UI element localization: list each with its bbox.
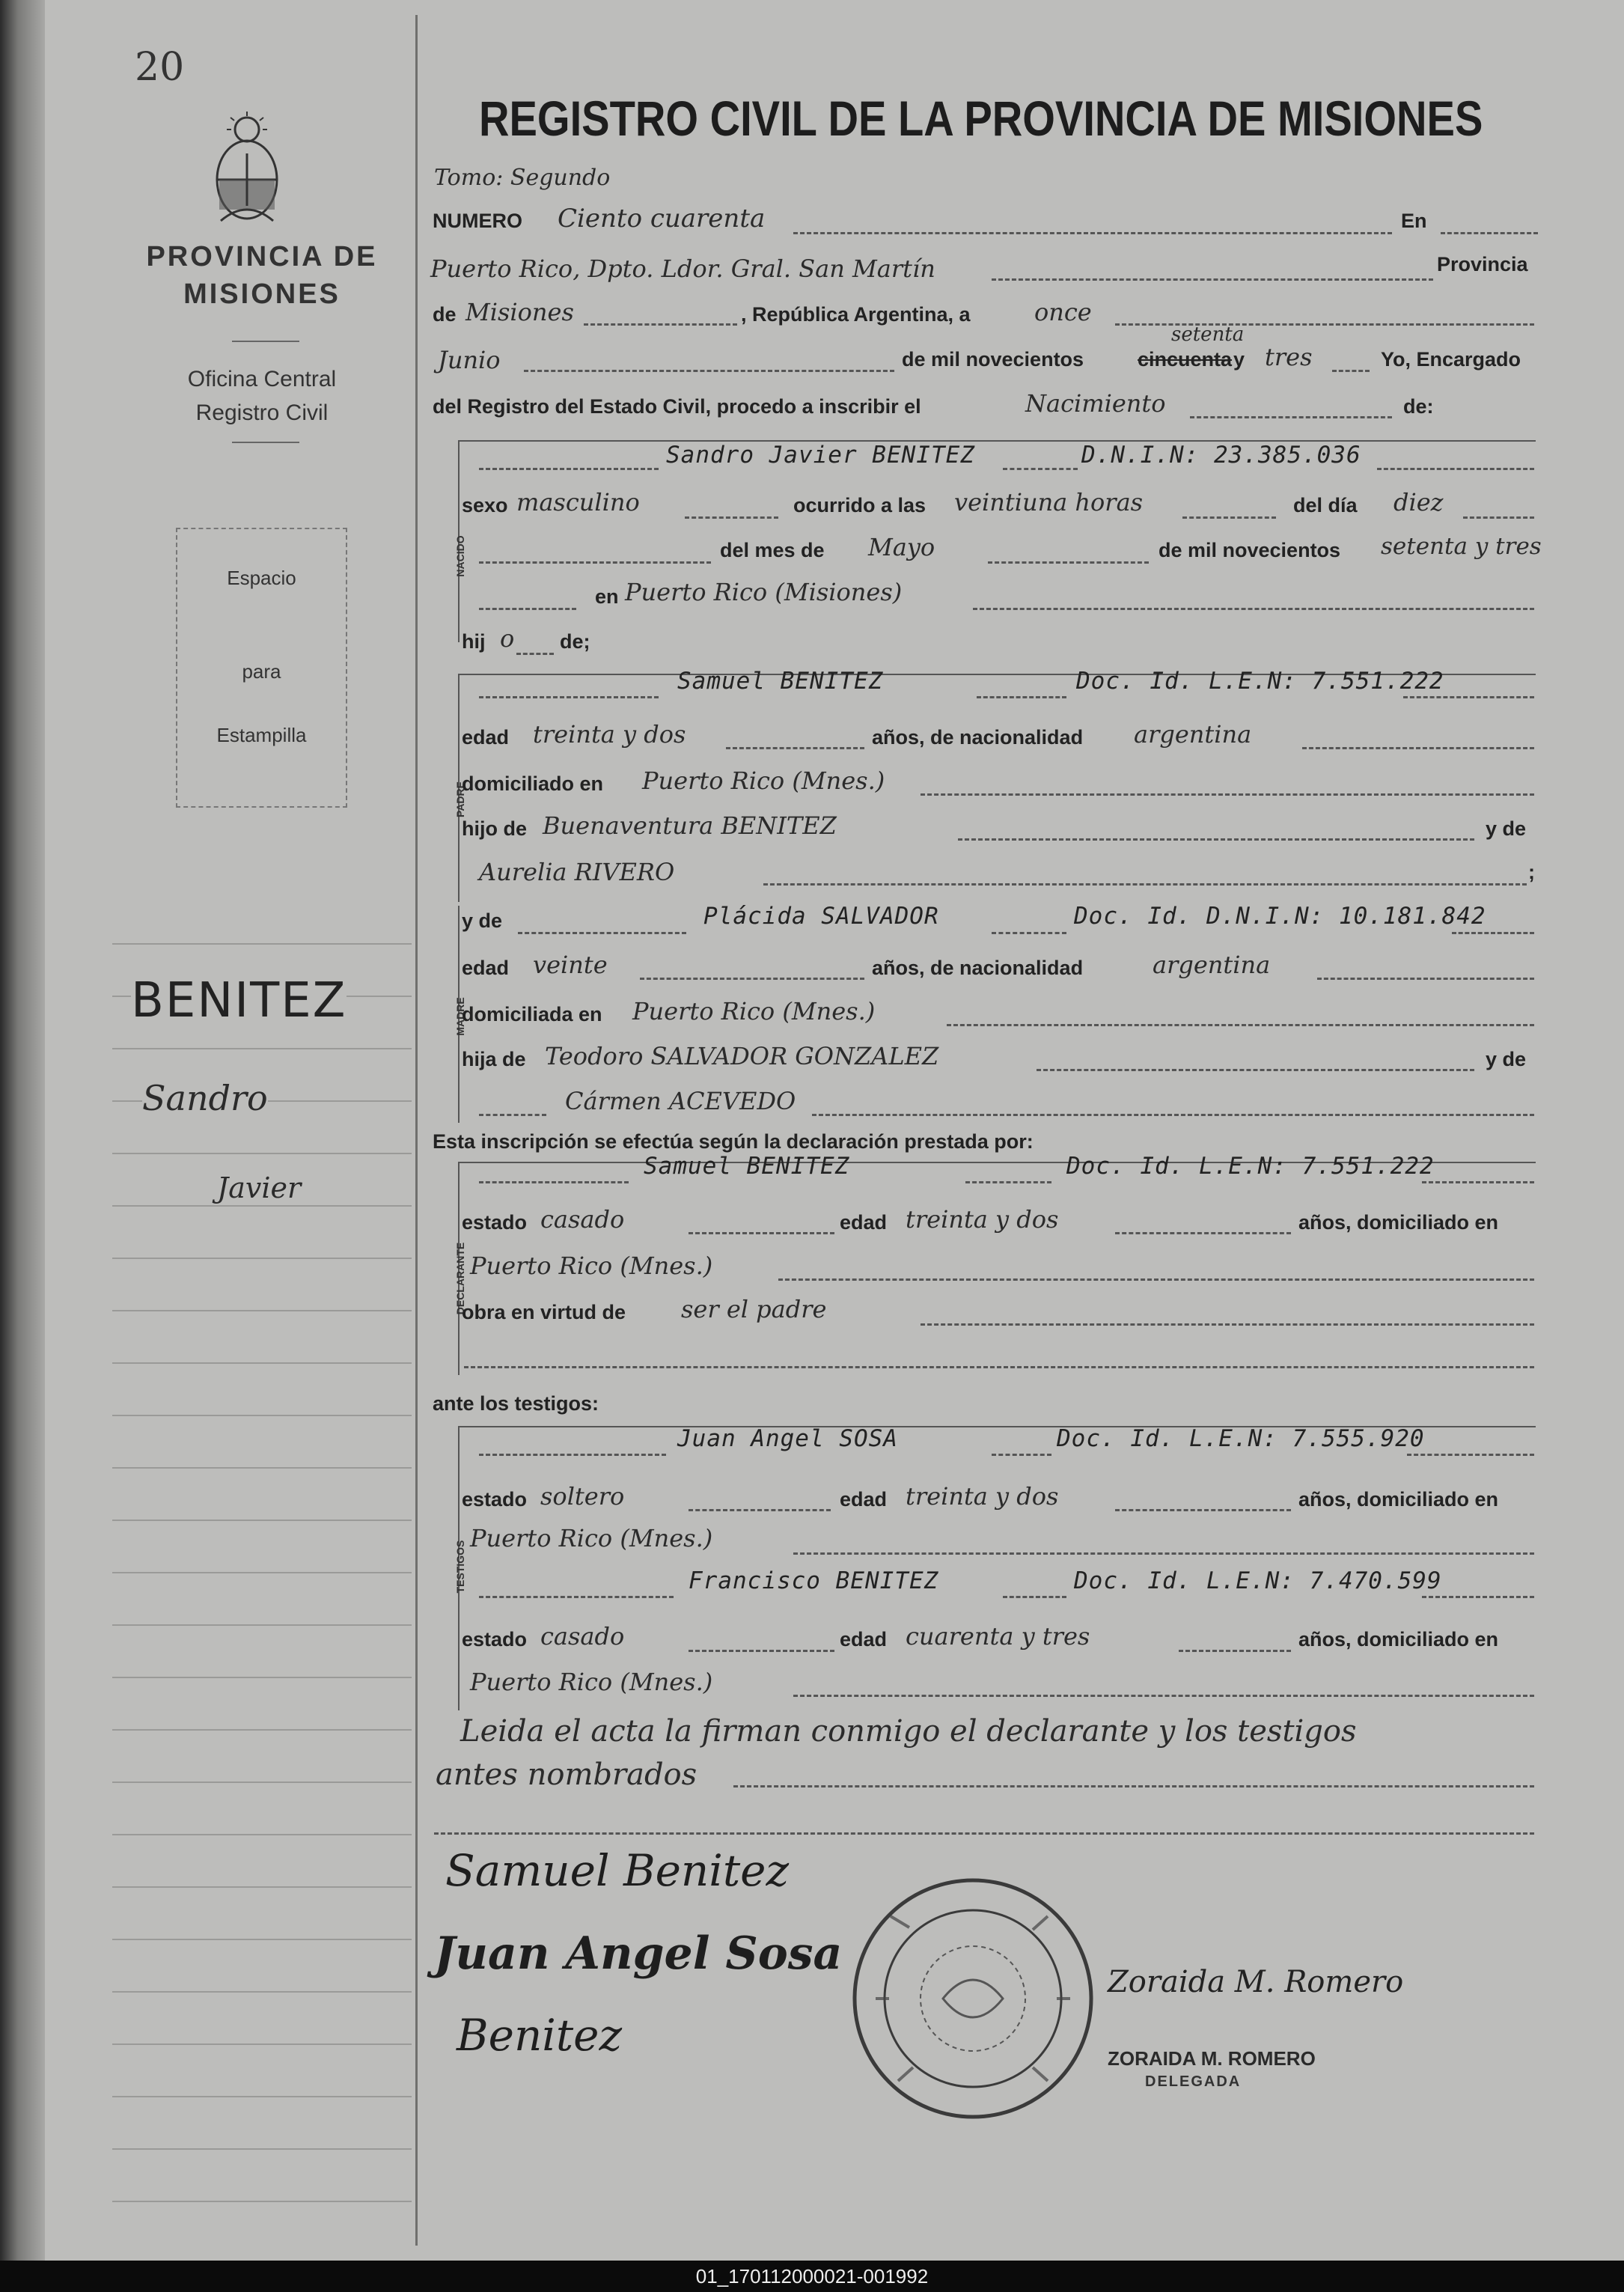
declarante-estado-label: estado bbox=[462, 1211, 528, 1234]
official-stamp-name: ZORAIDA M. ROMERO bbox=[1108, 2047, 1316, 2070]
fill-line bbox=[1003, 1596, 1066, 1598]
office-line-1: Oficina Central bbox=[187, 367, 337, 391]
fill-line bbox=[1179, 1650, 1291, 1652]
declarante-intro: Esta inscripción se efectúa según la declaración prestada por: bbox=[433, 1130, 1034, 1153]
fill-line bbox=[973, 608, 1534, 610]
fill-line bbox=[1190, 416, 1392, 418]
fill-line bbox=[685, 516, 778, 519]
fill-line bbox=[479, 696, 659, 698]
witness-2-estado-value: casado bbox=[540, 1622, 625, 1651]
section-rule bbox=[458, 440, 1536, 442]
fill-line bbox=[763, 883, 1527, 886]
hijo-de-label: de; bbox=[560, 630, 590, 653]
mes-label: del mes de bbox=[720, 539, 825, 561]
province-title: PROVINCIA DE MISIONES bbox=[146, 241, 378, 310]
declarante-doc: Doc. Id. L.E.N: 7.551.222 bbox=[1066, 1153, 1435, 1180]
fill-line bbox=[977, 696, 1066, 698]
fill-line bbox=[689, 1232, 834, 1234]
fill-line bbox=[778, 1278, 1534, 1281]
declarante-name: Samuel BENITEZ bbox=[644, 1153, 850, 1180]
witness-1-edad-value: treinta y dos bbox=[906, 1482, 1059, 1511]
fill-line bbox=[479, 1596, 674, 1598]
paternal-grandfather: Buenaventura BENITEZ bbox=[543, 811, 837, 840]
tomo-note: Tomo: Segundo bbox=[434, 165, 611, 191]
margin-surname: BENITEZ bbox=[131, 973, 347, 1028]
witness-1-domicilio-value: Puerto Rico (Mnes.) bbox=[470, 1524, 713, 1552]
father-doc: Doc. Id. L.E.N: 7.551.222 bbox=[1076, 668, 1444, 695]
en-label: En bbox=[1401, 210, 1427, 232]
mes-value: Mayo bbox=[868, 533, 935, 561]
mother-domicilio-label: domiciliada en bbox=[462, 1003, 602, 1025]
father-edad-label: edad bbox=[462, 726, 510, 749]
obra-value: ser el padre bbox=[681, 1295, 827, 1323]
child-dni: D.N.I.N: 23.385.036 bbox=[1081, 442, 1361, 469]
witness-1-doc: Doc. Id. L.E.N: 7.555.920 bbox=[1057, 1425, 1425, 1452]
father-hijo-label: hijo de bbox=[462, 817, 527, 840]
declarante-domicilio-label: años, domiciliado en bbox=[1298, 1211, 1499, 1234]
dia-value: diez bbox=[1393, 488, 1444, 516]
mother-yde-label: y de bbox=[462, 909, 503, 932]
fill-line bbox=[921, 1323, 1534, 1326]
stamp-space-label-1: Espacio bbox=[227, 567, 296, 589]
image-file-id: 01_170112000021-001992 bbox=[0, 2261, 1624, 2292]
official-signature: Zoraida M. Romero bbox=[1108, 1965, 1404, 1999]
registro-label: del Registro del Estado Civil, procedo a inscribir el bbox=[433, 395, 921, 418]
fill-line bbox=[965, 1181, 1051, 1183]
declarante-edad-value: treinta y dos bbox=[906, 1205, 1059, 1234]
act-value: Nacimiento bbox=[1025, 389, 1166, 418]
y-label: y bbox=[1233, 348, 1245, 371]
fill-line bbox=[1407, 1454, 1534, 1456]
fill-line bbox=[640, 978, 864, 980]
ocurrido-label: ocurrido a las bbox=[793, 494, 927, 516]
fill-line bbox=[793, 232, 1392, 234]
fill-line bbox=[434, 1832, 1534, 1835]
numero-label: NUMERO bbox=[433, 210, 522, 232]
de-label: de bbox=[433, 303, 457, 326]
provincia-label: Provincia bbox=[1437, 253, 1528, 275]
witness-2-name: Francisco BENITEZ bbox=[689, 1567, 939, 1594]
witness-2-edad-label: edad bbox=[840, 1628, 888, 1651]
fill-line bbox=[584, 323, 737, 326]
father-yde-label: y de bbox=[1486, 817, 1527, 840]
declarante-edad-label: edad bbox=[840, 1211, 888, 1234]
month-value: Junio bbox=[438, 346, 501, 374]
fill-line bbox=[1377, 468, 1534, 470]
fill-line bbox=[733, 1785, 1534, 1787]
signature-declarante: Samuel Benitez bbox=[445, 1845, 790, 1896]
year-unit-value: tres bbox=[1265, 343, 1313, 371]
stamp-space-box bbox=[176, 528, 347, 808]
fill-line bbox=[1441, 232, 1538, 234]
obra-label: obra en virtud de bbox=[462, 1301, 626, 1323]
lugar-value: Puerto Rico (Misiones) bbox=[625, 578, 903, 606]
document-title: REGISTRO CIVIL DE LA PROVINCIA DE MISIONES bbox=[479, 91, 1483, 146]
mother-nacionalidad-label: años, de nacionalidad bbox=[872, 957, 1084, 979]
section-label-padre: PADRE bbox=[454, 781, 466, 817]
fill-line bbox=[1463, 516, 1534, 519]
fill-line bbox=[1452, 932, 1534, 934]
fill-line bbox=[947, 1024, 1534, 1026]
fill-line bbox=[793, 1552, 1534, 1555]
fill-line bbox=[518, 932, 686, 934]
stamp-space-label-3: Estampilla bbox=[216, 724, 307, 746]
mother-edad-label: edad bbox=[462, 957, 510, 979]
section-label-madre: MADRE bbox=[454, 997, 466, 1036]
maternal-grandmother: Cármen ACEVEDO bbox=[565, 1087, 796, 1115]
mother-domicilio-value: Puerto Rico (Mnes.) bbox=[632, 997, 876, 1025]
section-label-nacido: NACIDO bbox=[454, 535, 466, 577]
father-nacionalidad-label: años, de nacionalidad bbox=[872, 726, 1084, 749]
fill-line bbox=[1302, 747, 1534, 749]
fill-line bbox=[1003, 468, 1078, 470]
fill-line bbox=[479, 468, 659, 470]
witness-2-doc: Doc. Id. L.E.N: 7.470.599 bbox=[1074, 1567, 1442, 1594]
fill-line bbox=[479, 561, 711, 564]
closing-line-2: antes nombrados bbox=[436, 1758, 697, 1792]
maternal-grandfather: Teodoro SALVADOR GONZALEZ bbox=[545, 1042, 939, 1070]
fill-line bbox=[992, 278, 1433, 281]
hijo-label: hij bbox=[462, 630, 486, 653]
fill-line bbox=[689, 1509, 831, 1511]
fill-line bbox=[992, 932, 1066, 934]
sidebar-rule bbox=[232, 341, 299, 342]
de-colon-label: de: bbox=[1403, 395, 1434, 418]
witness-1-edad-label: edad bbox=[840, 1488, 888, 1511]
declarante-domicilio-value: Puerto Rico (Mnes.) bbox=[470, 1252, 713, 1280]
coat-of-arms-icon bbox=[206, 109, 288, 228]
fill-line bbox=[1317, 978, 1534, 980]
mother-hija-label: hija de bbox=[462, 1048, 526, 1070]
decade-correction: setenta bbox=[1171, 323, 1245, 346]
hora-value: veintiuna horas bbox=[954, 488, 1144, 516]
fill-line bbox=[1182, 516, 1276, 519]
fill-line bbox=[1115, 1509, 1291, 1511]
fill-line bbox=[516, 653, 554, 655]
mother-doc: Doc. Id. D.N.I.N: 10.181.842 bbox=[1074, 903, 1486, 930]
fill-line bbox=[1422, 1596, 1534, 1598]
child-name: Sandro Javier BENITEZ bbox=[666, 442, 975, 469]
father-edad-value: treinta y dos bbox=[533, 720, 686, 749]
father-semicolon: ; bbox=[1528, 861, 1535, 883]
mother-edad-value: veinte bbox=[533, 951, 608, 979]
closing-line-1: Leida el acta la firman conmigo el declarante y los testigos bbox=[460, 1714, 1357, 1749]
father-name: Samuel BENITEZ bbox=[677, 668, 884, 695]
fill-line bbox=[958, 838, 1474, 841]
place-value: Puerto Rico, Dpto. Ldor. Gral. San Martín bbox=[430, 255, 935, 283]
dia-label: del día bbox=[1293, 494, 1358, 516]
witness-1-estado-label: estado bbox=[462, 1488, 528, 1511]
fill-line bbox=[1332, 370, 1370, 372]
father-domicilio-value: Puerto Rico (Mnes.) bbox=[642, 766, 885, 795]
mother-name: Plácida SALVADOR bbox=[703, 903, 939, 930]
fill-line bbox=[1115, 1232, 1291, 1234]
book-binding bbox=[0, 0, 45, 2261]
signature-witness-2: Benitez bbox=[457, 2010, 623, 2061]
republica-label: , República Argentina, a bbox=[741, 303, 971, 326]
province-value: Misiones bbox=[465, 298, 574, 326]
office-line-2: Registro Civil bbox=[195, 400, 329, 425]
fill-line bbox=[1422, 1181, 1534, 1183]
fill-line bbox=[479, 608, 576, 610]
witness-2-domicilio-label: años, domiciliado en bbox=[1298, 1628, 1499, 1651]
father-nacionalidad-value: argentina bbox=[1134, 720, 1252, 749]
fill-line bbox=[1037, 1069, 1474, 1071]
witness-2-estado-label: estado bbox=[462, 1628, 528, 1651]
fill-line bbox=[988, 561, 1149, 564]
fill-line bbox=[479, 1181, 629, 1183]
numero-value: Ciento cuarenta bbox=[558, 204, 766, 234]
section-label-declarante: DECLARANTE bbox=[454, 1242, 466, 1315]
fill-line bbox=[479, 1454, 666, 1456]
sexo-label: sexo bbox=[462, 494, 508, 516]
official-seal-icon bbox=[846, 1871, 1100, 2126]
anio-label: de mil novecientos bbox=[1159, 539, 1341, 561]
signature-witness-1: Juan Angel Sosa bbox=[434, 1927, 843, 1980]
sidebar-rule bbox=[232, 442, 299, 443]
decade-struck: cincuenta bbox=[1138, 348, 1233, 371]
fill-line bbox=[726, 747, 864, 749]
witness-2-edad-value: cuarenta y tres bbox=[906, 1622, 1090, 1651]
margin-divider bbox=[415, 15, 418, 2246]
anio-value: setenta y tres bbox=[1381, 533, 1542, 560]
fill-line bbox=[1403, 696, 1534, 698]
official-stamp-title: DELEGADA bbox=[1145, 2073, 1242, 2090]
fill-line bbox=[992, 1454, 1051, 1456]
declarante-estado-value: casado bbox=[540, 1205, 625, 1234]
fill-line bbox=[479, 1114, 546, 1116]
hijo-gender-value: o bbox=[500, 624, 515, 653]
testigos-intro: ante los testigos: bbox=[433, 1392, 599, 1415]
fill-line bbox=[793, 1695, 1534, 1697]
fill-line bbox=[464, 1366, 1534, 1368]
section-label-testigos: TESTIGOS bbox=[454, 1540, 466, 1594]
father-domicilio-label: domiciliado en bbox=[462, 772, 604, 795]
witness-1-domicilio-label: años, domiciliado en bbox=[1298, 1488, 1499, 1511]
margin-first-name: Sandro bbox=[142, 1078, 268, 1118]
paternal-grandmother: Aurelia RIVERO bbox=[479, 858, 675, 886]
mother-nacionalidad-value: argentina bbox=[1153, 951, 1271, 979]
day-value: once bbox=[1034, 298, 1092, 326]
mil-label: de mil novecientos bbox=[902, 348, 1084, 371]
margin-second-name: Javier bbox=[217, 1171, 302, 1204]
fill-line bbox=[812, 1114, 1534, 1116]
page-number: 20 bbox=[135, 45, 185, 90]
fill-line bbox=[921, 793, 1534, 796]
stamp-space-label-2: para bbox=[242, 660, 281, 683]
fill-line bbox=[524, 370, 894, 372]
witness-2-domicilio-value: Puerto Rico (Mnes.) bbox=[470, 1668, 713, 1696]
witness-1-name: Juan Angel SOSA bbox=[677, 1425, 898, 1452]
mother-yde-label-2: y de bbox=[1486, 1048, 1527, 1070]
witness-1-estado-value: soltero bbox=[540, 1482, 625, 1511]
sexo-value: masculino bbox=[516, 488, 640, 516]
yo-label: Yo, Encargado bbox=[1381, 348, 1521, 371]
fill-line bbox=[689, 1650, 834, 1652]
lugar-label: en bbox=[595, 585, 619, 608]
